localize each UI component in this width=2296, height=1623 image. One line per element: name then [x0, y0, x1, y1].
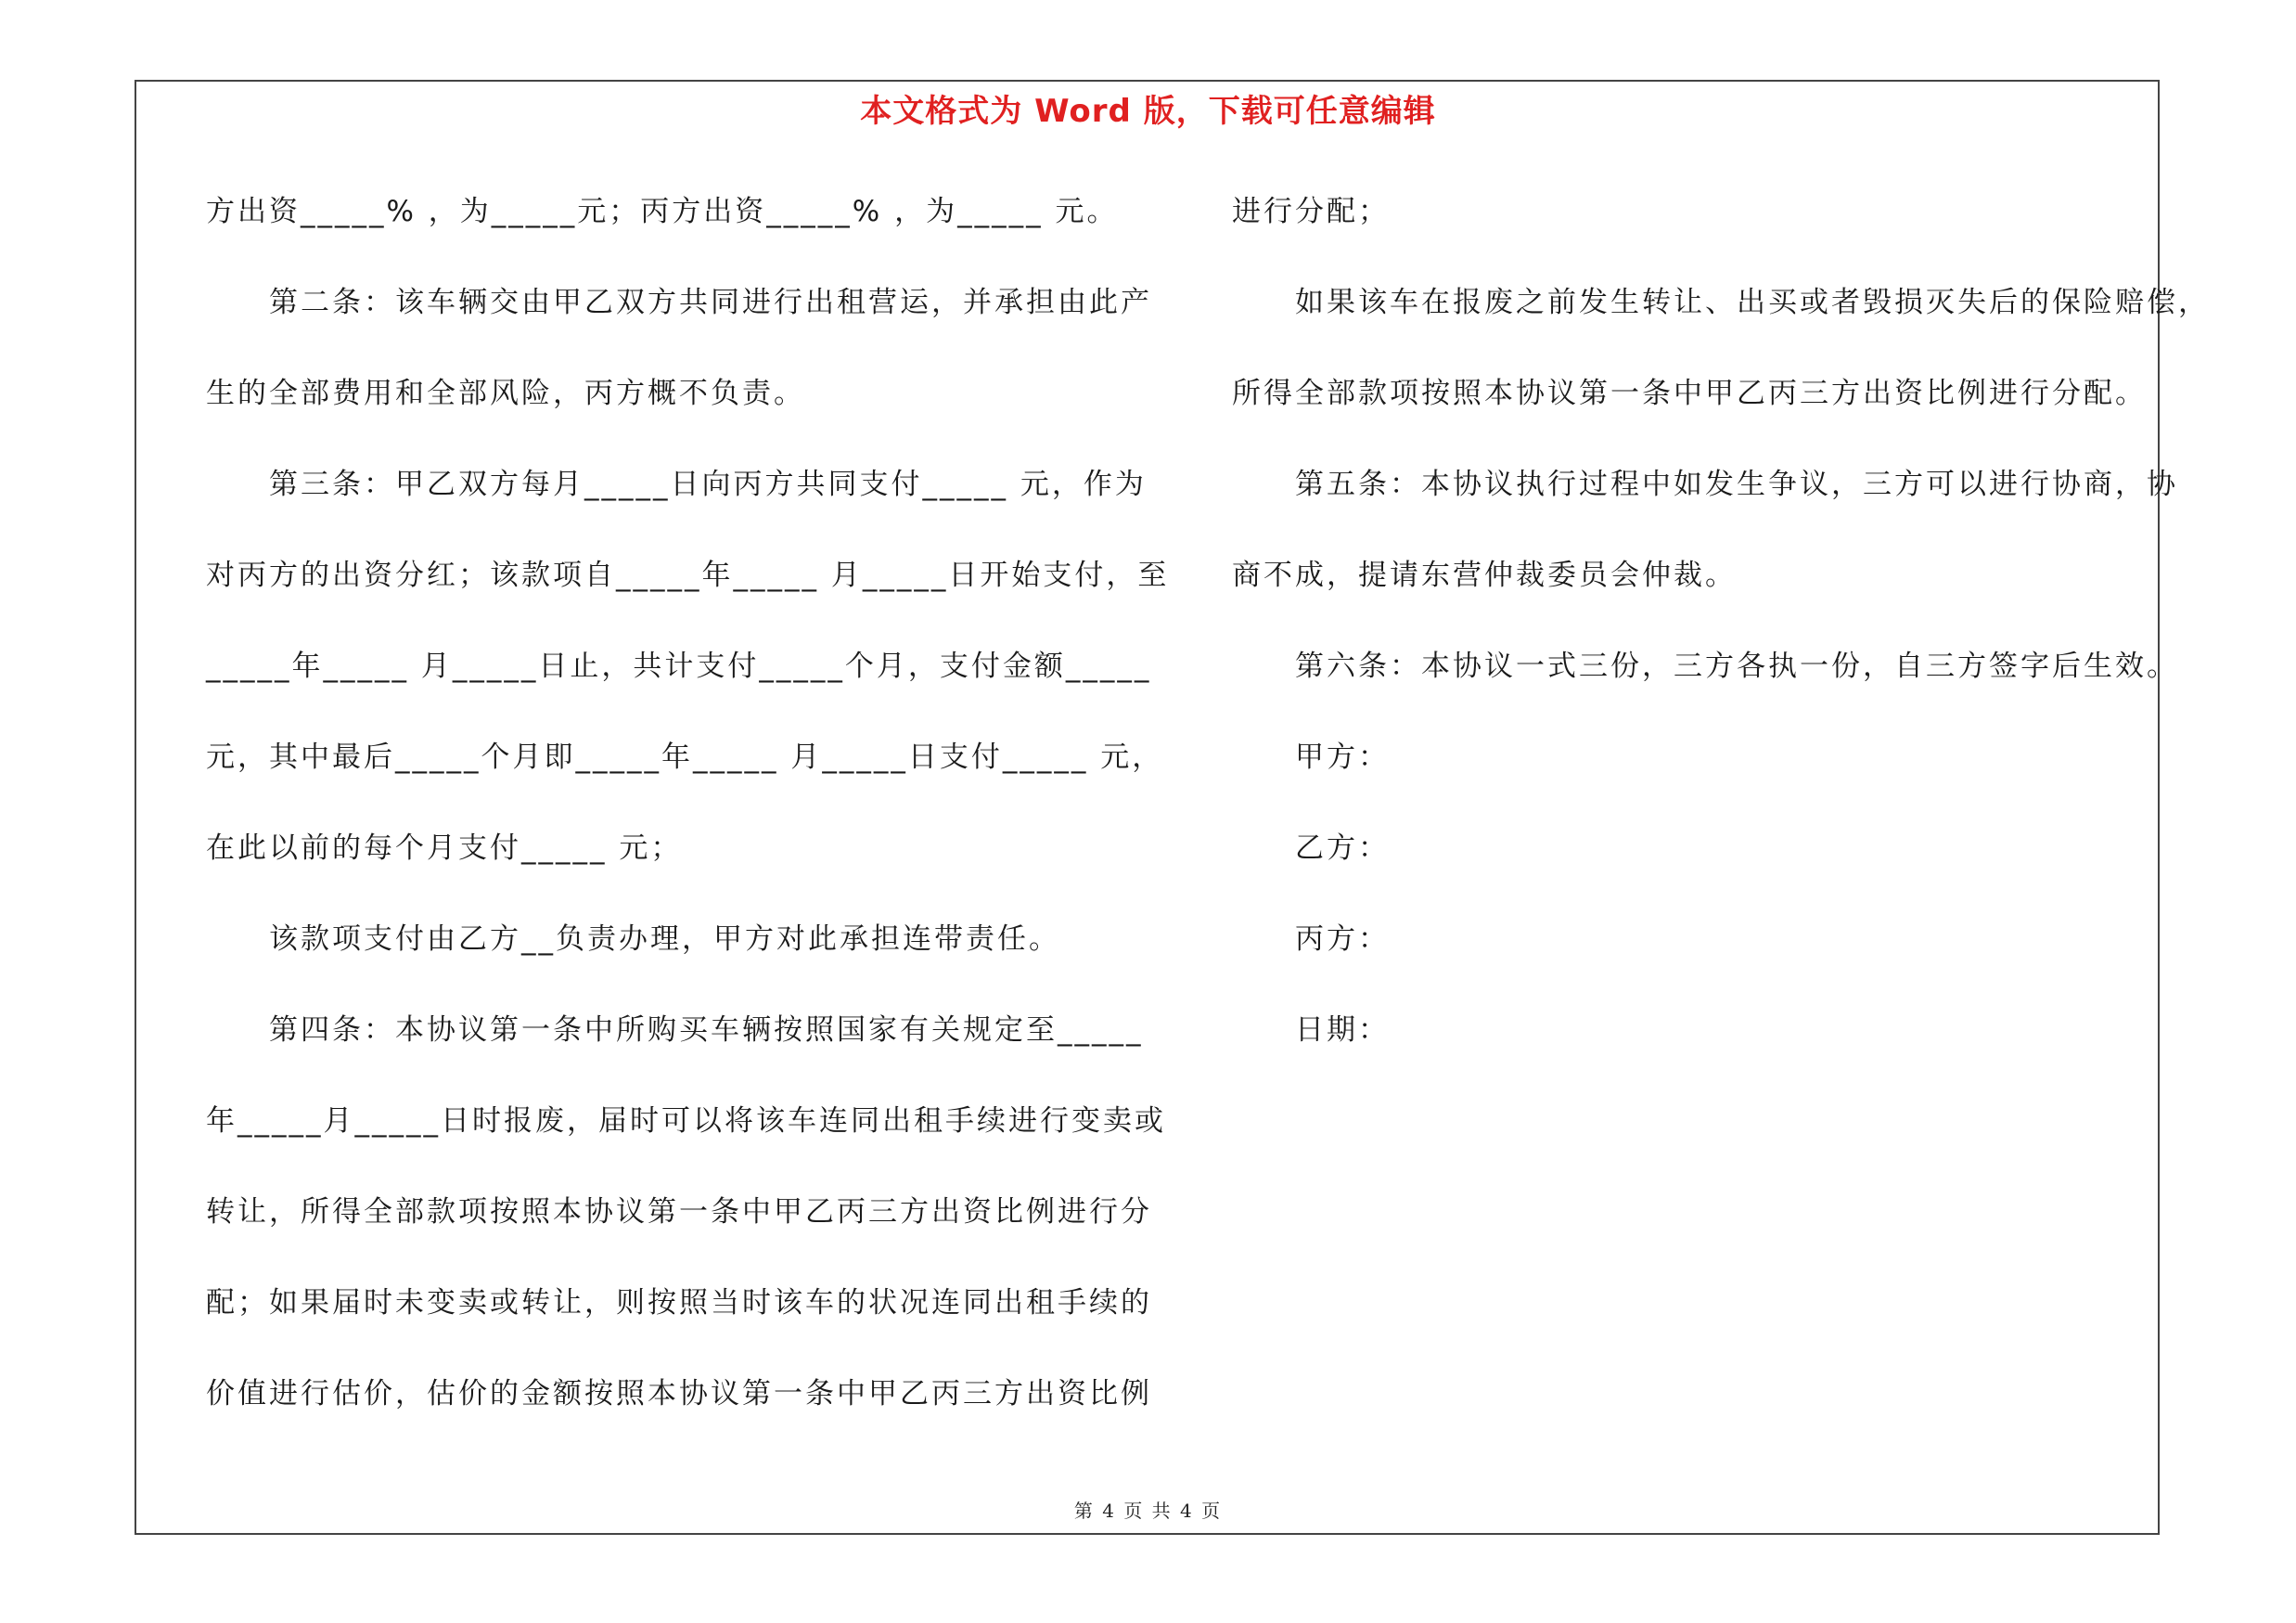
paragraph-line: 年_____月_____日时报废，届时可以将该车连同出租手续进行变卖或	[206, 1104, 1166, 1138]
paragraph-line: 对丙方的出资分红；该款项自_____年_____ 月_____日开始支付，至	[206, 559, 1170, 592]
paragraph-line: 第四条：本协议第一条中所购买车辆按照国家有关规定至_____	[269, 1013, 1144, 1047]
paragraph-line: 商不成，提请东营仲裁委员会仲裁。	[1232, 559, 1737, 592]
page-number: 第 4 页 共 4 页	[1073, 1500, 1223, 1522]
signature-date: 日期：	[1295, 1013, 1390, 1047]
signature-party-b: 乙方：	[1295, 831, 1390, 865]
left-column	[206, 186, 1170, 1459]
paragraph-line: _____年_____ 月_____日止，共计支付_____个月，支付金额_____	[206, 650, 1152, 683]
paragraph-line: 元，其中最后_____个月即_____年_____ 月_____日支付_____ 元，	[206, 741, 1164, 774]
paragraph-line: 如果该车在报废之前发生转让、出买或者毁损灭失后的保险赔偿，	[1295, 286, 2210, 319]
paragraph-line: 进行分配；	[1232, 195, 1390, 228]
signature-party-c: 丙方：	[1295, 922, 1390, 956]
paragraph-line: 所得全部款项按照本协议第一条中甲乙丙三方出资比例进行分配。	[1232, 377, 2147, 410]
signature-party-a: 甲方：	[1295, 741, 1390, 774]
paragraph-line: 方出资_____% ，为_____元；丙方出资_____% ，为_____ 元。	[206, 195, 1119, 228]
paragraph-line: 价值进行估价，估价的金额按照本协议第一条中甲乙丙三方出资比例	[206, 1377, 1152, 1410]
paragraph-line: 第二条：该车辆交由甲乙双方共同进行出租营运，并承担由此产	[269, 286, 1152, 319]
paragraph-line: 转让，所得全部款项按照本协议第一条中甲乙丙三方出资比例进行分	[206, 1195, 1152, 1229]
right-column	[1232, 186, 2210, 1095]
paragraph-line: 第五条：本协议执行过程中如发生争议，三方可以进行协商，协	[1295, 468, 2178, 501]
paragraph-line: 配；如果届时未变卖或转让，则按照当时该车的状况连同出租手续的	[206, 1286, 1152, 1320]
word-format-banner: 本文格式为 Word 版，下载可任意编辑	[860, 93, 1436, 130]
paragraph-line: 该款项支付由乙方__负责办理，甲方对此承担连带责任。	[269, 922, 1060, 956]
paragraph-line: 生的全部费用和全部风险，丙方概不负责。	[206, 377, 805, 410]
paragraph-line: 第三条：甲乙双方每月_____日向丙方共同支付_____ 元，作为	[269, 468, 1147, 501]
paragraph-line: 在此以前的每个月支付_____ 元；	[206, 831, 683, 865]
paragraph-line: 第六条：本协议一式三份，三方各执一份，自三方签字后生效。	[1295, 650, 2178, 683]
